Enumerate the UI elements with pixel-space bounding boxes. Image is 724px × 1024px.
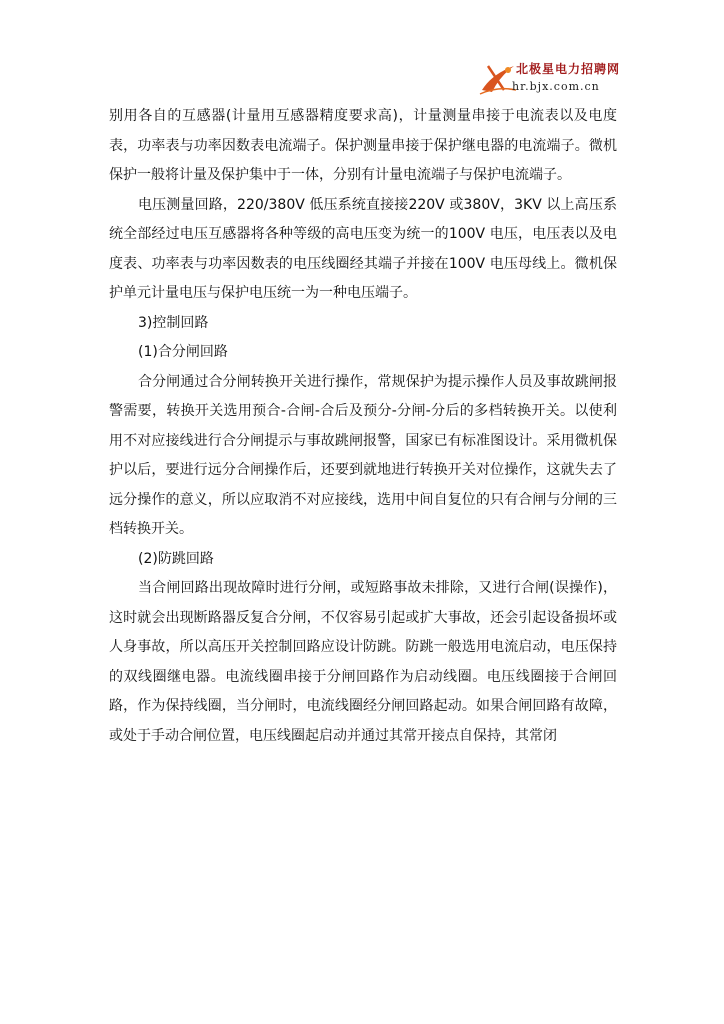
- document-body: [109, 102, 617, 751]
- paragraph: 电压测量回路，220/380V 低压系统直接接220V 或380V，3KV 以上高压系统全部经过电压互感器将各种等级的高电压变为统一的100V 电压，电压表以及电度表、功率表与功率因数表的电压线圈经其端子并接在100V 电压母线上。微机保护单元计量电压与保护电压统一为一种电压端子。: [109, 196, 617, 301]
- subsection-heading: (2)防跳回路: [138, 550, 214, 567]
- section-heading: 3)控制回路: [138, 314, 209, 331]
- logo-url: hr.bjx.com.cn: [512, 80, 600, 93]
- logo-title: 北极星电力招聘网: [516, 62, 621, 76]
- site-logo: [478, 58, 638, 98]
- subsection-heading: (1)合分闸回路: [138, 344, 228, 360]
- paragraph: 别用各自的互感器(计量用互感器精度要求高)，计量测量串接于电流表以及电度表，功率表与功率因数表电流端子。保护测量串接于保护继电器的电流端子。微机保护一般将计量及保护集中于一体，分别有计量电流端子与保护电流端子。: [109, 108, 617, 183]
- paragraph: 当合闸回路出现故障时进行分闸，或短路事故未排除，又进行合闸(误操作)，这时就会出现断路器反复合分闸，不仅容易引起或扩大事故，还会引起设备损坏或人身事故，所以高压开关控制回路应设计防跳。防跳一般选用电流启动，电压保持的双线圈继电器。电流线圈串接于分闸回路作为启动线圈。电压线圈接于合闸回路，作为保持线圈，当分闸时，电流线圈经分闸回路起动。如果合闸回路有故障，或处于手动合闸位置，电压线圈起启动并通过其常开接点自保持，其常闭: [109, 580, 617, 744]
- paragraph: 合分闸通过合分闸转换开关进行操作，常规保护为提示操作人员及事故跳闸报警需要，转换开关选用预合-合闸-合后及预分-分闸-分后的多档转换开关。以使利用不对应接线进行合分闸提示与事故跳闸报警，国家已有标准图设计。采用微机保护以后，要进行远分合闸操作后，还要到就地进行转换开关对位操作，这就失去了远分操作的意义，所以应取消不对应接线，选用中间自复位的只有合闸与分闸的三档转换开关。: [109, 373, 617, 537]
